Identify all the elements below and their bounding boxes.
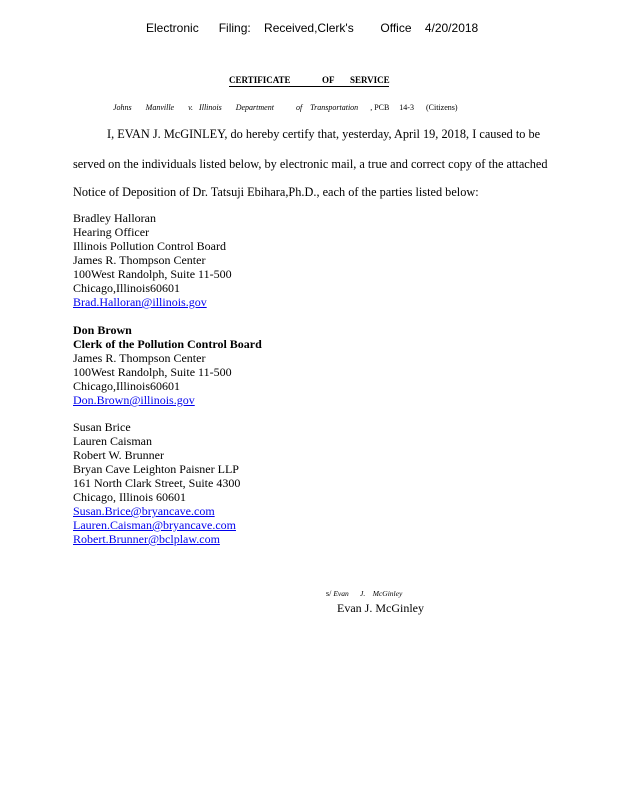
email-link[interactable]: Brad.Halloran@illinois.gov [73, 295, 207, 309]
recipient-line: Lauren Caisman [73, 434, 152, 448]
recipient-halloran [73, 211, 232, 309]
email-link[interactable]: Don.Brown@illinois.gov [73, 393, 195, 407]
recipient-line: 100West Randolph, Suite 11-500 [73, 267, 232, 281]
case-caption [113, 103, 458, 112]
recipient-line: James R. Thompson Center [73, 253, 206, 267]
signatory-name: Evan J. McGinley [337, 601, 424, 615]
recipient-line: 161 North Clark Street, Suite 4300 [73, 476, 241, 490]
recipient-bryan-cave [73, 420, 240, 546]
recipient-brown [73, 323, 262, 407]
recipient-line: Chicago, Illinois 60601 [73, 490, 186, 504]
email-link[interactable]: Lauren.Caisman@bryancave.com [73, 518, 236, 532]
recipient-line: Illinois Pollution Control Board [73, 239, 227, 253]
recipient-line: Bryan Cave Leighton Paisner LLP [73, 462, 239, 476]
recipient-line: Robert W. Brunner [73, 448, 164, 462]
recipient-line: Clerk of the Pollution Control Board [73, 337, 262, 351]
case-caption-parties: Johns Manville v. Illinois Department of Transportation [113, 103, 359, 112]
signature-prefix: s/ [326, 589, 332, 598]
email-link[interactable]: Susan.Brice@bryancave.com [73, 504, 215, 518]
certificate-title: CERTIFICATE OF SERVICE [229, 75, 390, 85]
recipient-line: 100West Randolph, Suite 11-500 [73, 365, 232, 379]
recipient-line: Chicago,Illinois60601 [73, 281, 180, 295]
electronic-signature [326, 589, 402, 598]
certification-line-3: Notice of Deposition of Dr. Tatsuji Ebihara,Ph.D., each of the parties listed below: [73, 185, 479, 199]
recipient-line: Chicago,Illinois60601 [73, 379, 180, 393]
email-link[interactable]: Robert.Brunner@bclplaw.com [73, 532, 220, 546]
case-caption-number: , PCB 14-3 (Citizens) [358, 103, 458, 112]
certification-line-2: served on the individuals listed below, by electronic mail, a true and correct copy of the attached [73, 157, 548, 171]
recipient-line: James R. Thompson Center [73, 351, 206, 365]
signature-electronic-name: Evan J. McGinley [333, 589, 403, 598]
recipient-line: Bradley Halloran [73, 211, 156, 225]
recipient-line: Hearing Officer [73, 225, 150, 239]
filing-stamp: Electronic Filing: Received,Clerk's Office 4/20/2018 [146, 21, 479, 35]
certification-line-1: I, EVAN J. McGINLEY, do hereby certify that, yesterday, April 19, 2018, I caused to be [107, 127, 541, 141]
recipient-line: Don Brown [73, 323, 132, 337]
recipient-line: Susan Brice [73, 420, 131, 434]
